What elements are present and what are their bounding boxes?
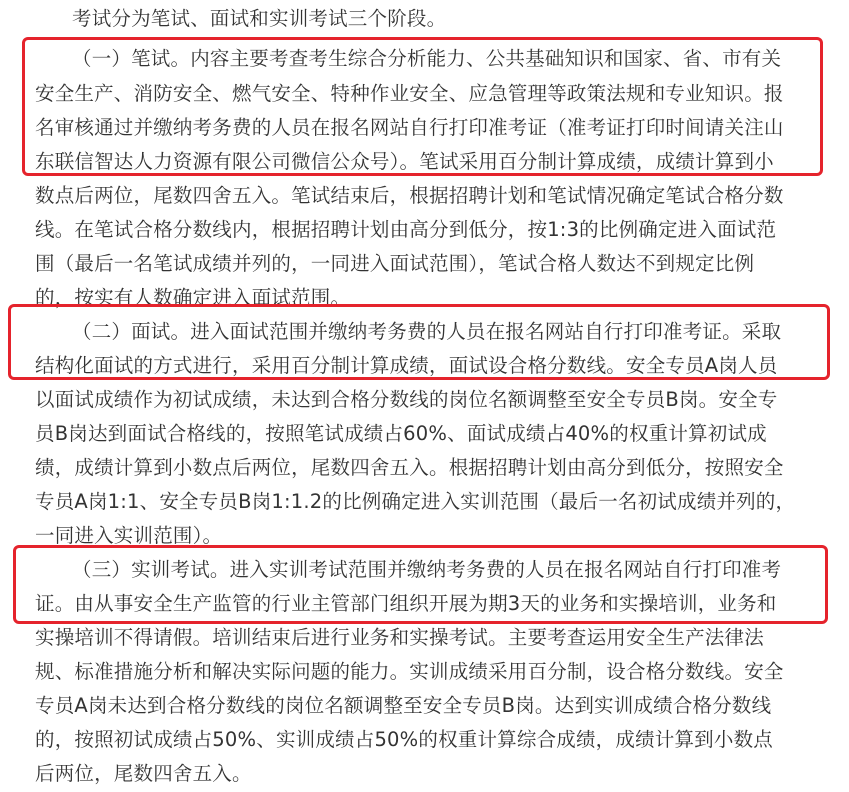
- text-line: 规、标准措施分析和解决实际问题的能力。实训成绩采用百分制，设合格分数线。安全: [35, 660, 784, 683]
- highlight-box-written-exam: [22, 37, 823, 176]
- text-line: 专员A岗未达到合格分数线的岗位名额调整至安全专员B岗。达到实训成绩合格分数线: [35, 694, 772, 717]
- text-line: （三）实训考试。进入实训考试范围并缴纳考务费的人员在报名网站自行打印准考: [72, 558, 782, 581]
- text-line: 的，按照初试成绩占50%、实训成绩占50%的权重计算综合成绩，成绩计算到小数点: [35, 728, 773, 751]
- highlight-box-interview: [8, 304, 830, 380]
- text-line: 后两位，尾数四舍五入。: [35, 762, 252, 785]
- text-line: 结构化面试的方式进行，采用百分制计算成绩，面试设合格分数线。安全专员A岗人员: [35, 354, 778, 377]
- text-line: 安全生产、消防安全、燃气安全、特种作业安全、应急管理等政策法规和专业知识。报: [35, 82, 784, 105]
- text-line: 线。在笔试合格分数线内，根据招聘计划由高分到低分，按1:3的比例确定进入面试范: [35, 218, 777, 241]
- text-line: 绩，成绩计算到小数点后两位，尾数四舍五入。根据招聘计划由高分到低分，按照安全: [35, 456, 784, 479]
- text-line: 名审核通过并缴纳考务费的人员在报名网站自行打印准考证（准考证打印时间请关注山: [35, 116, 784, 139]
- text-line: 实操培训不得请假。培训结束后进行业务和实操考试。主要考查运用安全生产法律法: [35, 626, 764, 649]
- text-line: 以面试成绩作为初试成绩，未达到合格分数线的岗位名额调整至安全专员B岗。安全专: [35, 388, 778, 411]
- text-line: 员B岗达到面试合格线的，按照笔试成绩占60%、面试成绩占40%的权重计算初试成: [35, 422, 767, 445]
- text-line: 一同进入实训范围）。: [35, 524, 223, 547]
- highlight-box-practical-exam: [13, 545, 828, 624]
- text-line: 东联信智达人力资源有限公司微信公众号）。笔试采用百分制计算成绩，成绩计算到小: [35, 150, 774, 173]
- text-line: 证。由从事安全生产监管的行业主管部门组织开展为期3天的业务和实操培训，业务和: [35, 592, 777, 615]
- text-line: 数点后两位，尾数四舍五入。笔试结束后，根据招聘计划和笔试情况确定笔试合格分数: [35, 184, 784, 207]
- text-line: 围（最后一名笔试成绩并列的，一同进入面试范围），笔试合格人数达不到规定比例: [35, 252, 755, 275]
- text-line: 专员A岗1:1、安全专员B岗1:1.2的比例确定进入实训范围（最后一名初试成绩并列的，: [35, 490, 796, 513]
- text-line: 的，按实有人数确定进入面试范围。: [35, 286, 351, 309]
- text-line: （一）笔试。内容主要考查考生综合分析能力、公共基础知识和国家、省、市有关: [72, 47, 782, 70]
- text-line: （二）面试。进入面试范围并缴纳考务费的人员在报名网站自行打印准考证。采取: [72, 320, 782, 343]
- text-line: 考试分为笔试、面试和实训考试三个阶段。: [72, 7, 447, 30]
